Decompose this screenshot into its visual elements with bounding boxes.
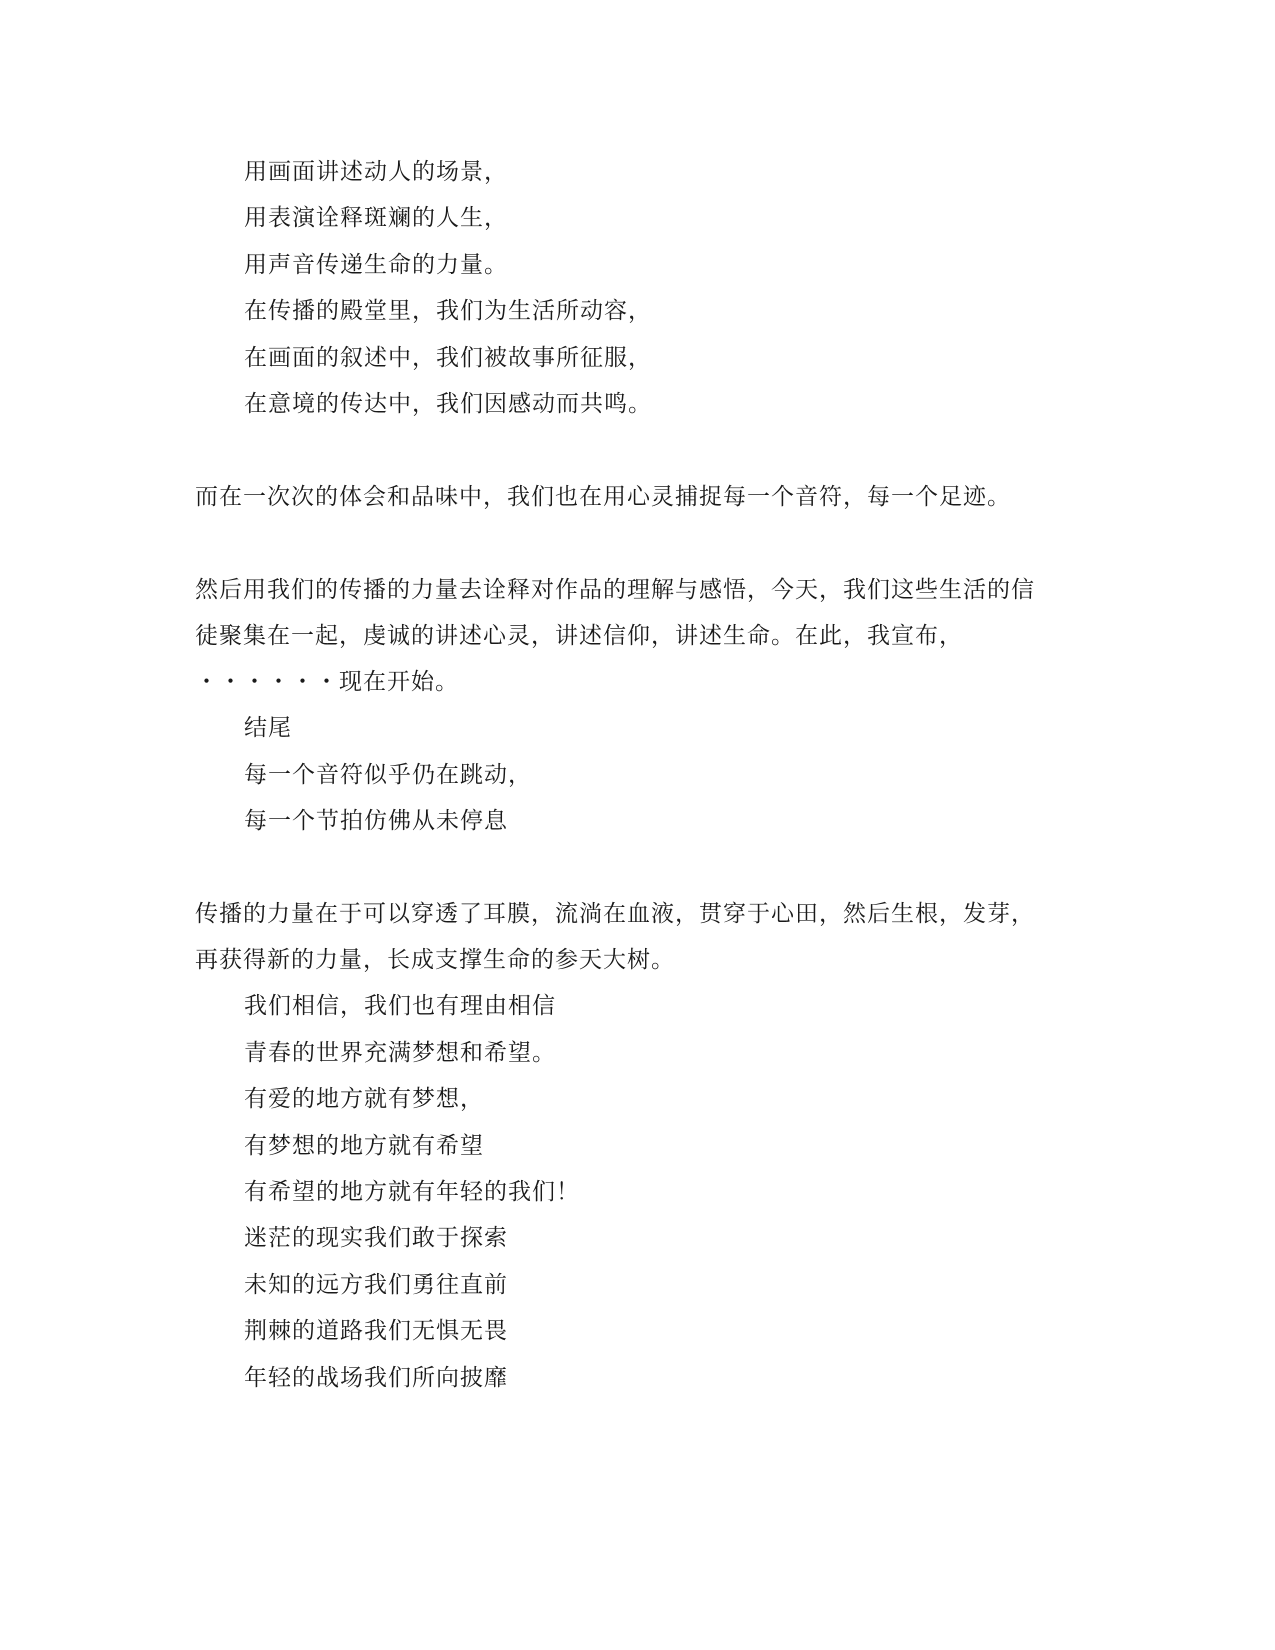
verse-line: 在画面的叙述中，我们被故事所征服，	[244, 345, 652, 371]
verse-line: 年轻的战场我们所向披靡	[244, 1365, 508, 1391]
verse-line: 每一个音符似乎仍在跳动，	[244, 762, 532, 788]
verse-line: 荆棘的道路我们无惧无畏	[244, 1318, 508, 1344]
paragraph-line: 然后用我们的传播的力量去诠释对作品的理解与感悟，今天，我们这些生活的信	[195, 577, 1035, 603]
verse-line: 我们相信，我们也有理由相信	[244, 993, 556, 1019]
verse-line: 用表演诠释斑斓的人生，	[244, 205, 508, 231]
verse-line: 迷茫的现实我们敢于探索	[244, 1225, 508, 1251]
paragraph-line: 徒聚集在一起，虔诚的讲述心灵，讲述信仰，讲述生命。在此，我宣布，	[195, 623, 963, 649]
paragraph-line: 传播的力量在于可以穿透了耳膜，流淌在血液，贯穿于心田，然后生根，发芽，	[195, 901, 1035, 927]
section-heading: 结尾	[244, 715, 292, 741]
verse-line: 未知的远方我们勇往直前	[244, 1272, 508, 1298]
paragraph-line: 再获得新的力量，长成支撑生命的参天大树。	[195, 947, 675, 973]
paragraph-line: ・・・・・・现在开始。	[195, 669, 459, 695]
verse-line: 用声音传递生命的力量。	[244, 252, 508, 278]
verse-line: 有爱的地方就有梦想，	[244, 1086, 484, 1112]
paragraph-line: 而在一次次的体会和品味中，我们也在用心灵捕捉每一个音符，每一个足迹。	[195, 484, 1011, 510]
verse-line: 有希望的地方就有年轻的我们！	[244, 1179, 580, 1205]
verse-line: 青春的世界充满梦想和希望。	[244, 1040, 556, 1066]
verse-line: 在意境的传达中，我们因感动而共鸣。	[244, 391, 652, 417]
verse-line: 在传播的殿堂里，我们为生活所动容，	[244, 298, 652, 324]
verse-line: 用画面讲述动人的场景，	[244, 159, 508, 185]
verse-line: 有梦想的地方就有希望	[244, 1133, 484, 1159]
verse-line: 每一个节拍仿佛从未停息	[244, 808, 508, 834]
